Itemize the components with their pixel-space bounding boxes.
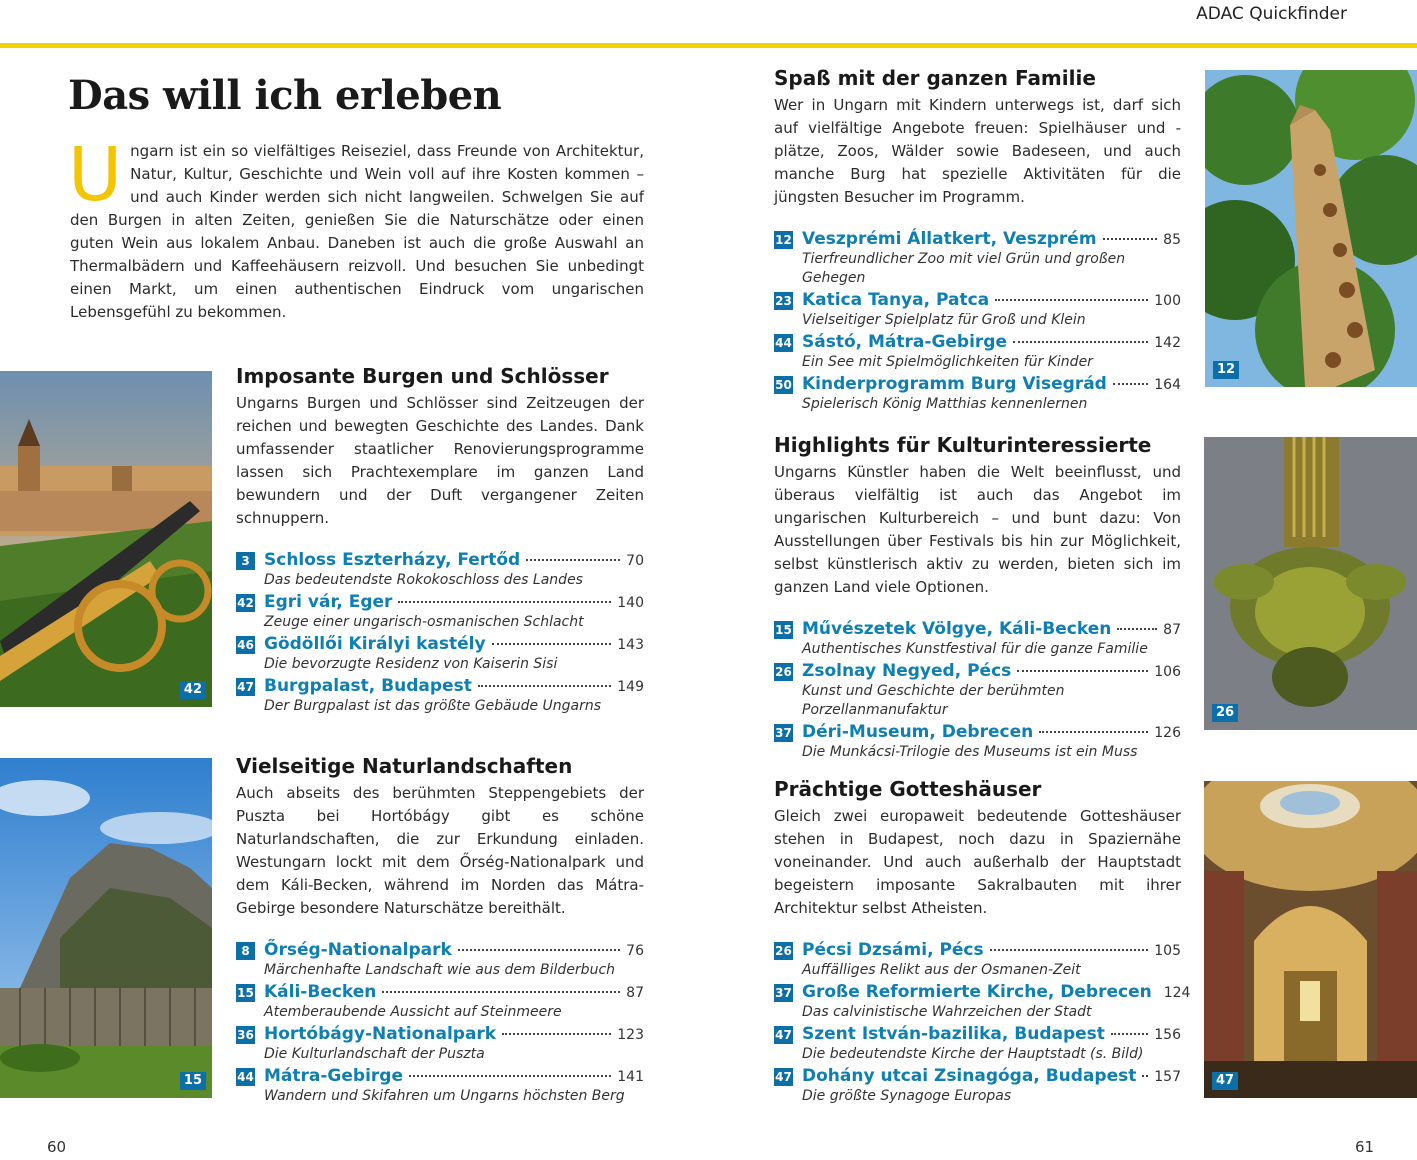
leader-dots — [526, 559, 620, 561]
entry-page: 76 — [626, 943, 644, 959]
entry-page: 123 — [617, 1027, 644, 1043]
castle-cannon-image — [0, 371, 212, 707]
section-natur — [236, 754, 644, 1108]
leader-dots — [1111, 1033, 1148, 1035]
leader-dots — [409, 1075, 611, 1077]
entry-badge: 15 — [237, 986, 254, 1000]
leader-dots — [990, 949, 1149, 951]
leader-dots — [1117, 628, 1157, 630]
list-item — [774, 722, 1181, 762]
page-number-right: 61 — [1355, 1138, 1375, 1156]
entry-link[interactable]: Zsolnay Negyed, Pécs — [802, 661, 1012, 681]
list-item — [236, 982, 644, 1022]
entry-subtitle: Tierfreundlicher Zoo mit viel Grün und großen Gehegen — [802, 251, 1126, 286]
entry-page: 143 — [617, 637, 644, 653]
list-item — [774, 229, 1181, 288]
photo-badge: 12 — [1213, 361, 1239, 379]
leader-dots — [478, 685, 611, 687]
entry-badge: 47 — [775, 1028, 792, 1042]
section-kultur — [774, 433, 1181, 764]
giraffe-photo — [1205, 70, 1417, 387]
entry-badge: 26 — [775, 944, 792, 958]
leader-dots — [502, 1033, 611, 1035]
entry-badge: 42 — [237, 596, 254, 610]
entry-subtitle: Zeuge einer ungarisch-osmanischen Schlacht — [264, 614, 584, 630]
entry-link[interactable]: Burgpalast, Budapest — [264, 676, 472, 696]
list-item — [774, 1066, 1181, 1106]
basilica-interior-photo — [1204, 781, 1417, 1098]
entry-link[interactable]: Schloss Eszterházy, Fertőd — [264, 550, 521, 570]
entry-page: 142 — [1154, 335, 1181, 351]
entry-subtitle: Die bedeutendste Kirche der Hauptstadt (s. Bild) — [802, 1046, 1144, 1062]
entry-link[interactable]: Szent István-bazilika, Budapest — [802, 1024, 1105, 1044]
entry-link[interactable]: Hortóbágy-Nationalpark — [264, 1024, 497, 1044]
photo-badge: 26 — [1212, 704, 1238, 722]
list-item — [236, 1024, 644, 1064]
entry-link[interactable]: Große Reformierte Kirche, Debrecen — [802, 982, 1152, 1002]
entry-link[interactable]: Sástó, Mátra-Gebirge — [802, 332, 1008, 352]
entry-link[interactable]: Művészetek Völgye, Káli-Becken — [802, 619, 1112, 639]
entry-list — [774, 940, 1191, 1106]
entry-link[interactable]: Veszprémi Állatkert, Veszprém — [802, 229, 1097, 249]
quickfinder-header: ADAC Quickfinder — [1196, 4, 1347, 24]
entry-badge: 47 — [237, 680, 254, 694]
leader-dots — [1103, 238, 1158, 240]
list-item — [236, 634, 644, 674]
section-title: Highlights für Kulturinteressierte — [774, 433, 1152, 457]
leader-dots — [398, 601, 611, 603]
section-gotteshaeuser — [774, 777, 1191, 1108]
entry-badge: 37 — [775, 986, 792, 1000]
entry-page: 156 — [1154, 1027, 1181, 1043]
entry-badge: 8 — [236, 942, 255, 960]
entry-page: 70 — [626, 553, 644, 569]
entry-subtitle: Authentisches Kunstfestival für die ganze Familie — [802, 641, 1148, 657]
entry-link[interactable]: Mátra-Gebirge — [264, 1066, 403, 1086]
list-item — [774, 940, 1181, 980]
list-item — [236, 676, 644, 716]
list-item — [774, 982, 1191, 1022]
list-item — [236, 550, 644, 590]
entry-subtitle: Das bedeutendste Rokokoschloss des Landes — [264, 572, 583, 588]
section-familie — [774, 66, 1181, 416]
photo-badge: 47 — [1212, 1072, 1238, 1090]
section-description: Ungarns Burgen und Schlösser sind Zeitzeugen der reichen und bewegten Geschichte des Landes. Dank umfassender staatlicher Renovierungsprogramme lassen sich Prachtexemplare im ganzen Land bewundern und der Duft vergangener Zeiten schnuppern. — [236, 394, 644, 527]
entry-subtitle: Vielseitiger Spielplatz für Groß und Klein — [802, 312, 1086, 328]
entry-page: 124 — [1163, 985, 1191, 1001]
entry-list — [774, 619, 1181, 762]
list-item — [774, 1024, 1181, 1064]
giraffe-image — [1205, 70, 1417, 387]
entry-list — [774, 229, 1181, 414]
entry-subtitle: Kunst und Geschichte der berühmten Porzellanmanufaktur — [802, 683, 1065, 718]
entry-link[interactable]: Kinderprogramm Burg Visegrád — [802, 374, 1107, 394]
intro-paragraph — [68, 132, 644, 324]
leader-dots — [1113, 383, 1148, 385]
section-burgen — [236, 364, 644, 718]
page-title: Das will ich erleben — [68, 72, 502, 119]
list-item — [774, 619, 1181, 659]
entry-subtitle: Die größte Synagoge Europas — [802, 1088, 1012, 1104]
list-item — [774, 290, 1181, 330]
section-description: Wer in Ungarn mit Kindern unterwegs ist, darf sich auf vielfältige Angebote freuen: Spielhäuser und -plätze, Zoos, Wälder sowie Badeseen, und auch manche Burg hat spezielle Aktivitäten für die jüngsten Besucher im Programm. — [774, 96, 1181, 206]
entry-badge: 12 — [775, 233, 792, 247]
yellow-rule — [0, 43, 1417, 48]
entry-link[interactable]: Egri vár, Eger — [264, 592, 393, 612]
list-item — [236, 592, 644, 632]
entry-link[interactable]: Pécsi Dzsámi, Pécs — [802, 940, 984, 960]
entry-subtitle: Märchenhafte Landschaft wie aus dem Bilderbuch — [264, 962, 616, 978]
entry-subtitle: Auffälliges Relikt aus der Osmanen-Zeit — [802, 962, 1081, 978]
entry-page: 157 — [1154, 1069, 1181, 1085]
entry-page: 141 — [617, 1069, 644, 1085]
list-item — [236, 1066, 644, 1106]
section-description: Gleich zwei europaweit bedeutende Gotteshäuser stehen in Budapest, noch dazu in Spaziernähe voneinander. Und auch außerhalb der Hauptstadt begeistern imposante Sakralbauten mit ihrer Architektur selbst Atheisten. — [774, 807, 1181, 917]
entry-subtitle: Atemberaubende Aussicht auf Steinmeere — [264, 1004, 562, 1020]
basalt-cliff-photo — [0, 758, 212, 1098]
leader-dots — [492, 643, 612, 645]
entry-subtitle: Ein See mit Spielmöglichkeiten für Kinder — [802, 354, 1093, 370]
entry-badge: 36 — [237, 1028, 254, 1042]
entry-page: 87 — [626, 985, 644, 1001]
entry-list — [236, 940, 644, 1106]
entry-badge: 44 — [775, 336, 792, 350]
entry-badge: 50 — [775, 378, 792, 392]
entry-badge: 44 — [237, 1070, 254, 1084]
entry-page: 164 — [1154, 377, 1181, 393]
section-description: Ungarns Künstler haben die Welt beeinflusst, und überaus vielfältig ist auch das Angebot im ungarischen Kulturbereich – und bunt dazu: Von Ausstellungen über Festivals bis hin zur Möglichkeit, selbst künstlerisch aktiv zu werden, bieten sich im ganzen Land viele Optionen. — [774, 463, 1181, 596]
section-title: Prächtige Gotteshäuser — [774, 777, 1042, 801]
entry-badge: 26 — [775, 665, 792, 679]
entry-page: 149 — [617, 679, 644, 695]
leader-dots — [458, 949, 620, 951]
entry-page: 126 — [1154, 725, 1181, 741]
leader-dots — [382, 991, 620, 993]
entry-badge: 23 — [775, 294, 792, 308]
entry-subtitle: Spielerisch König Matthias kennenlernen — [802, 396, 1088, 412]
entry-link[interactable]: Déri-Museum, Debrecen — [802, 722, 1034, 742]
section-description: Auch abseits des berühmten Steppengebiets der Puszta bei Hortóbágy gibt es schöne Naturlandschaften, die zur Erkundung einladen. Westungarn lockt mit dem Őrség-Nationalpark und dem Káli-Becken, während im Norden das Mátra-Gebirge besondere Naturschätze bereithält. — [236, 784, 644, 917]
entry-badge: 15 — [775, 623, 792, 637]
leader-dots — [1142, 1075, 1148, 1077]
dropcap: U — [68, 132, 123, 218]
entry-subtitle: Die Kulturlandschaft der Puszta — [264, 1046, 485, 1062]
page-number-left: 60 — [47, 1138, 67, 1156]
leader-dots — [1039, 731, 1148, 733]
entry-link[interactable]: Gödöllői Királyi kastély — [264, 634, 486, 654]
list-item — [236, 940, 644, 980]
entry-page: 106 — [1154, 664, 1181, 680]
basalt-cliff-image — [0, 758, 212, 1098]
intro-text: ngarn ist ein so vielfältiges Reiseziel, dass Freunde von Architektur, Natur, Kultur, Geschichte und Wein voll auf ihre Kosten kommen – und auch Kinder werden sich nicht langweilen. Schwelgen Sie auf den Burgen in alten Zeiten, genießen Sie die Naturschätze oder einen guten Wein aus lokalem Anbau. Daneben ist auch die große Auswahl an Thermalbädern und Kaffeehäusern reizvoll. Und besuchen Sie unbedingt einen Markt, um einen authentischen Eindruck vom ungarischen Lebensgefühl zu bekommen. — [70, 142, 644, 321]
entry-link[interactable]: Dohány utcai Zsinagóga, Budapest — [802, 1066, 1137, 1086]
entry-subtitle: Wandern und Skifahren um Ungarns höchsten Berg — [264, 1088, 625, 1104]
entry-badge: 46 — [237, 638, 254, 652]
entry-link[interactable]: Őrség-Nationalpark — [264, 940, 452, 960]
entry-subtitle: Die bevorzugte Residenz von Kaiserin Sisi — [264, 656, 558, 672]
section-title: Imposante Burgen und Schlösser — [236, 364, 609, 388]
leader-dots — [995, 299, 1148, 301]
entry-page: 87 — [1163, 622, 1181, 638]
entry-subtitle: Der Burgpalast ist das größte Gebäude Ungarns — [264, 698, 602, 714]
entry-badge: 37 — [775, 726, 792, 740]
entry-link[interactable]: Katica Tanya, Patca — [802, 290, 990, 310]
list-item — [774, 332, 1181, 372]
entry-page: 140 — [617, 595, 644, 611]
section-title: Spaß mit der ganzen Familie — [774, 66, 1096, 90]
entry-subtitle: Das calvinistische Wahrzeichen der Stadt — [802, 1004, 1092, 1020]
leader-dots — [1017, 670, 1148, 672]
zsolnay-ceramic-photo — [1204, 437, 1417, 730]
leader-dots — [1013, 341, 1148, 343]
entry-subtitle: Die Munkácsi-Trilogie des Museums ist ein Muss — [802, 744, 1138, 760]
list-item — [774, 661, 1181, 720]
section-title: Vielseitige Naturlandschaften — [236, 754, 573, 778]
photo-badge: 15 — [180, 1072, 206, 1090]
entry-page: 85 — [1163, 232, 1181, 248]
basilica-interior-image — [1204, 781, 1417, 1098]
entry-link[interactable]: Káli-Becken — [264, 982, 377, 1002]
entry-badge: 47 — [775, 1070, 792, 1084]
entry-page: 105 — [1154, 943, 1181, 959]
zsolnay-ceramic-image — [1204, 437, 1417, 730]
photo-badge: 42 — [180, 681, 206, 699]
castle-cannon-photo — [0, 371, 212, 707]
entry-page: 100 — [1154, 293, 1181, 309]
entry-list — [236, 550, 644, 716]
entry-badge: 3 — [236, 552, 255, 570]
list-item — [774, 374, 1181, 414]
